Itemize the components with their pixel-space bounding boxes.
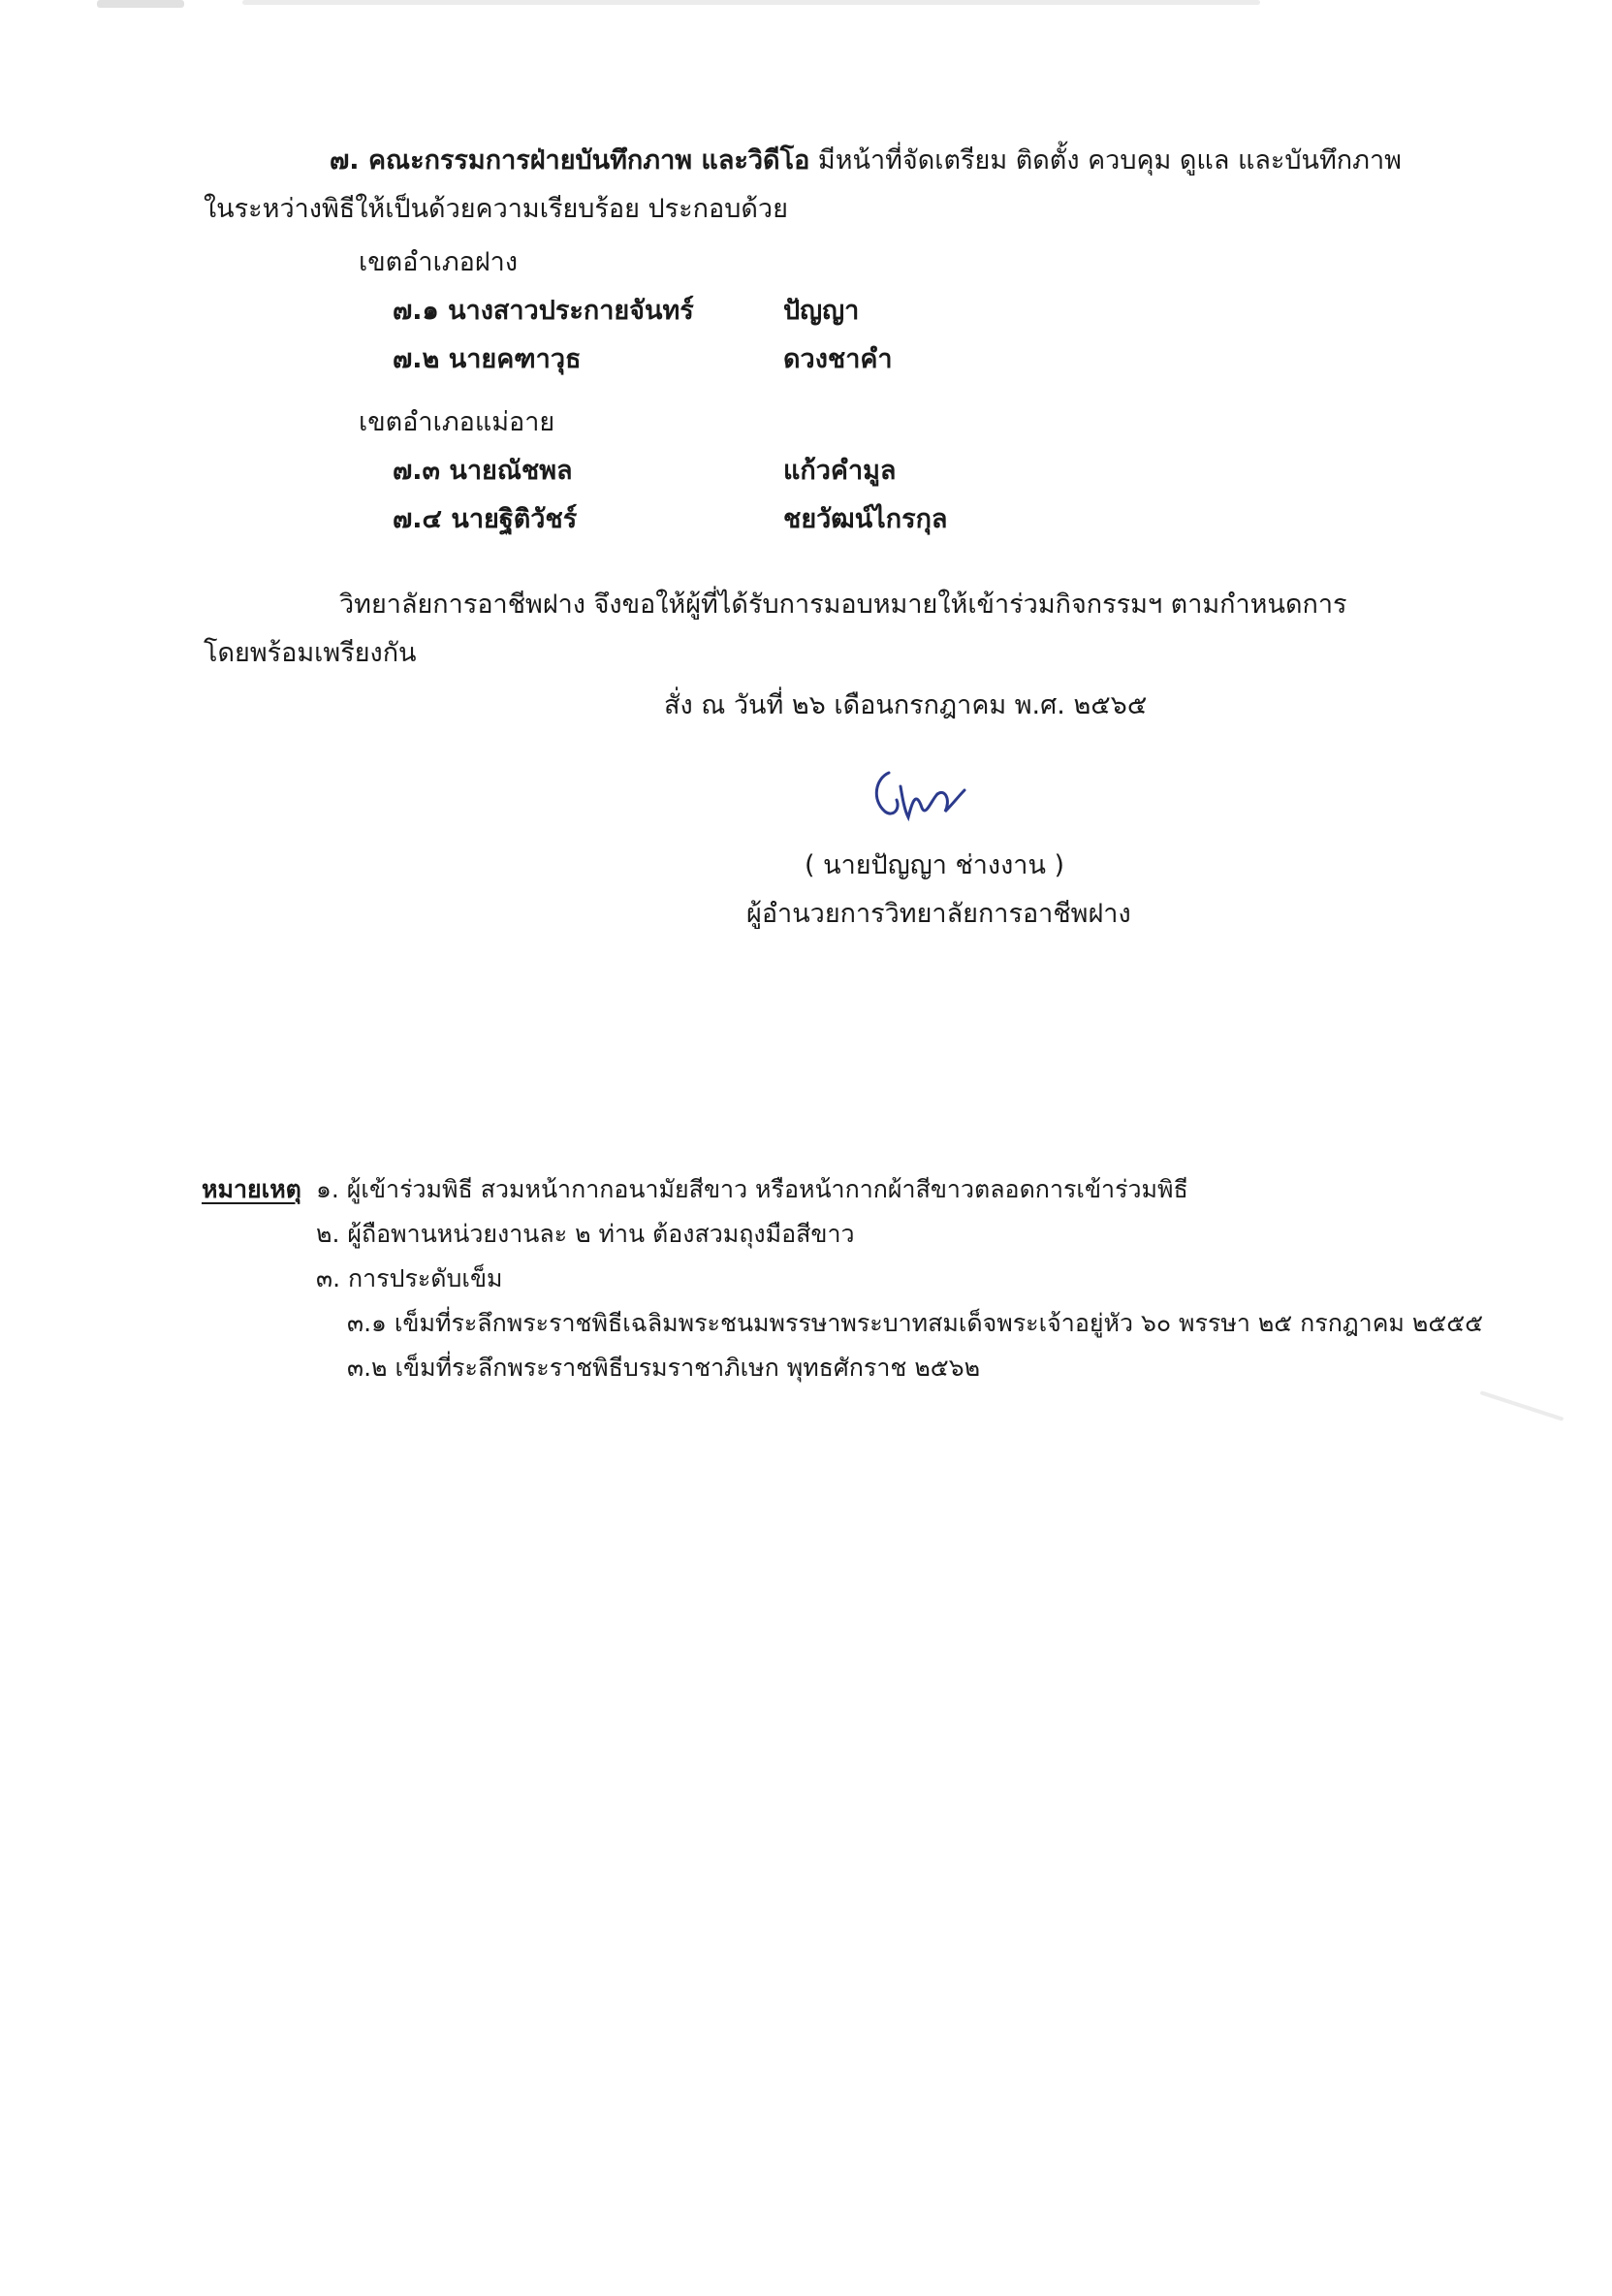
signatory-title: ผู้อำนวยการวิทยาลัยการอาชีพฝาง <box>746 899 1131 929</box>
notes-label: หมายเหตุ <box>202 1175 301 1203</box>
section7-duty: มีหน้าที่จัดเตรียม ติดตั้ง ควบคุม ดูแล และบันทึกภาพ <box>817 145 1402 175</box>
signature <box>868 761 974 834</box>
note-subitem: ๓.๒ เข็มที่ระลึกพระราชพิธีบรมราชาภิเษก พุทธศักราช ๒๕๖๒ <box>347 1354 981 1382</box>
scan-artifact <box>242 0 1260 5</box>
order-date: สั่ง ณ วันที่ ๒๖ เดือนกรกฎาคม พ.ศ. ๒๕๖๕ <box>664 690 1148 720</box>
member-surname: ชยวัฒน์ไกรกุล <box>783 504 948 534</box>
scan-artifact <box>1480 1390 1565 1421</box>
district-label: เขตอำเภอแม่อาย <box>359 407 555 437</box>
section7-heading-line <box>330 145 1402 176</box>
signatory-name: ( นายปัญญา ช่างงาน ) <box>805 850 1065 880</box>
member-surname: แก้วคำมูล <box>783 456 897 486</box>
member-name: ๗.๓ นายณัชพล <box>393 456 573 486</box>
note-subitem: ๓.๑ เข็มที่ระลึกพระราชพิธีเฉลิมพระชนมพรรษาพระบาทสมเด็จพระเจ้าอยู่หัว ๖๐ พรรษา ๒๕ กรกฎาคม ๒๕๕๕ <box>347 1309 1484 1337</box>
member-surname: ดวงชาคำ <box>783 344 893 374</box>
section7-duty-line2: ในระหว่างพิธีให้เป็นด้วยความเรียบร้อย ประกอบด้วย <box>204 194 788 224</box>
note-item: ๓. การประดับเข็ม <box>316 1264 503 1292</box>
member-surname: ปัญญา <box>783 296 860 326</box>
district-label: เขตอำเภอฝาง <box>359 247 519 277</box>
closing-paragraph: วิทยาลัยการอาชีพฝาง จึงขอให้ผู้ที่ได้รับการมอบหมายให้เข้าร่วมกิจกรรมฯ ตามกำหนดการ <box>339 590 1347 620</box>
note-item: ๑. ผู้เข้าร่วมพิธี สวมหน้ากากอนามัยสีขาว หรือหน้ากากผ้าสีขาวตลอดการเข้าร่วมพิธี <box>316 1175 1188 1203</box>
closing-paragraph-line2: โดยพร้อมเพรียงกัน <box>204 638 417 668</box>
section7-heading: ๗. คณะกรรมการฝ่ายบันทึกภาพ และวิดีโอ <box>330 145 810 175</box>
member-name: ๗.๑ นางสาวประกายจันทร์ <box>393 296 694 326</box>
member-name: ๗.๒ นายคฑาวุธ <box>393 344 582 374</box>
note-item: ๒. ผู้ถือพานหน่วยงานละ ๒ ท่าน ต้องสวมถุงมือสีขาว <box>316 1220 855 1248</box>
member-name: ๗.๔ นายฐิติวัชร์ <box>393 504 578 534</box>
scan-artifact <box>97 0 184 8</box>
